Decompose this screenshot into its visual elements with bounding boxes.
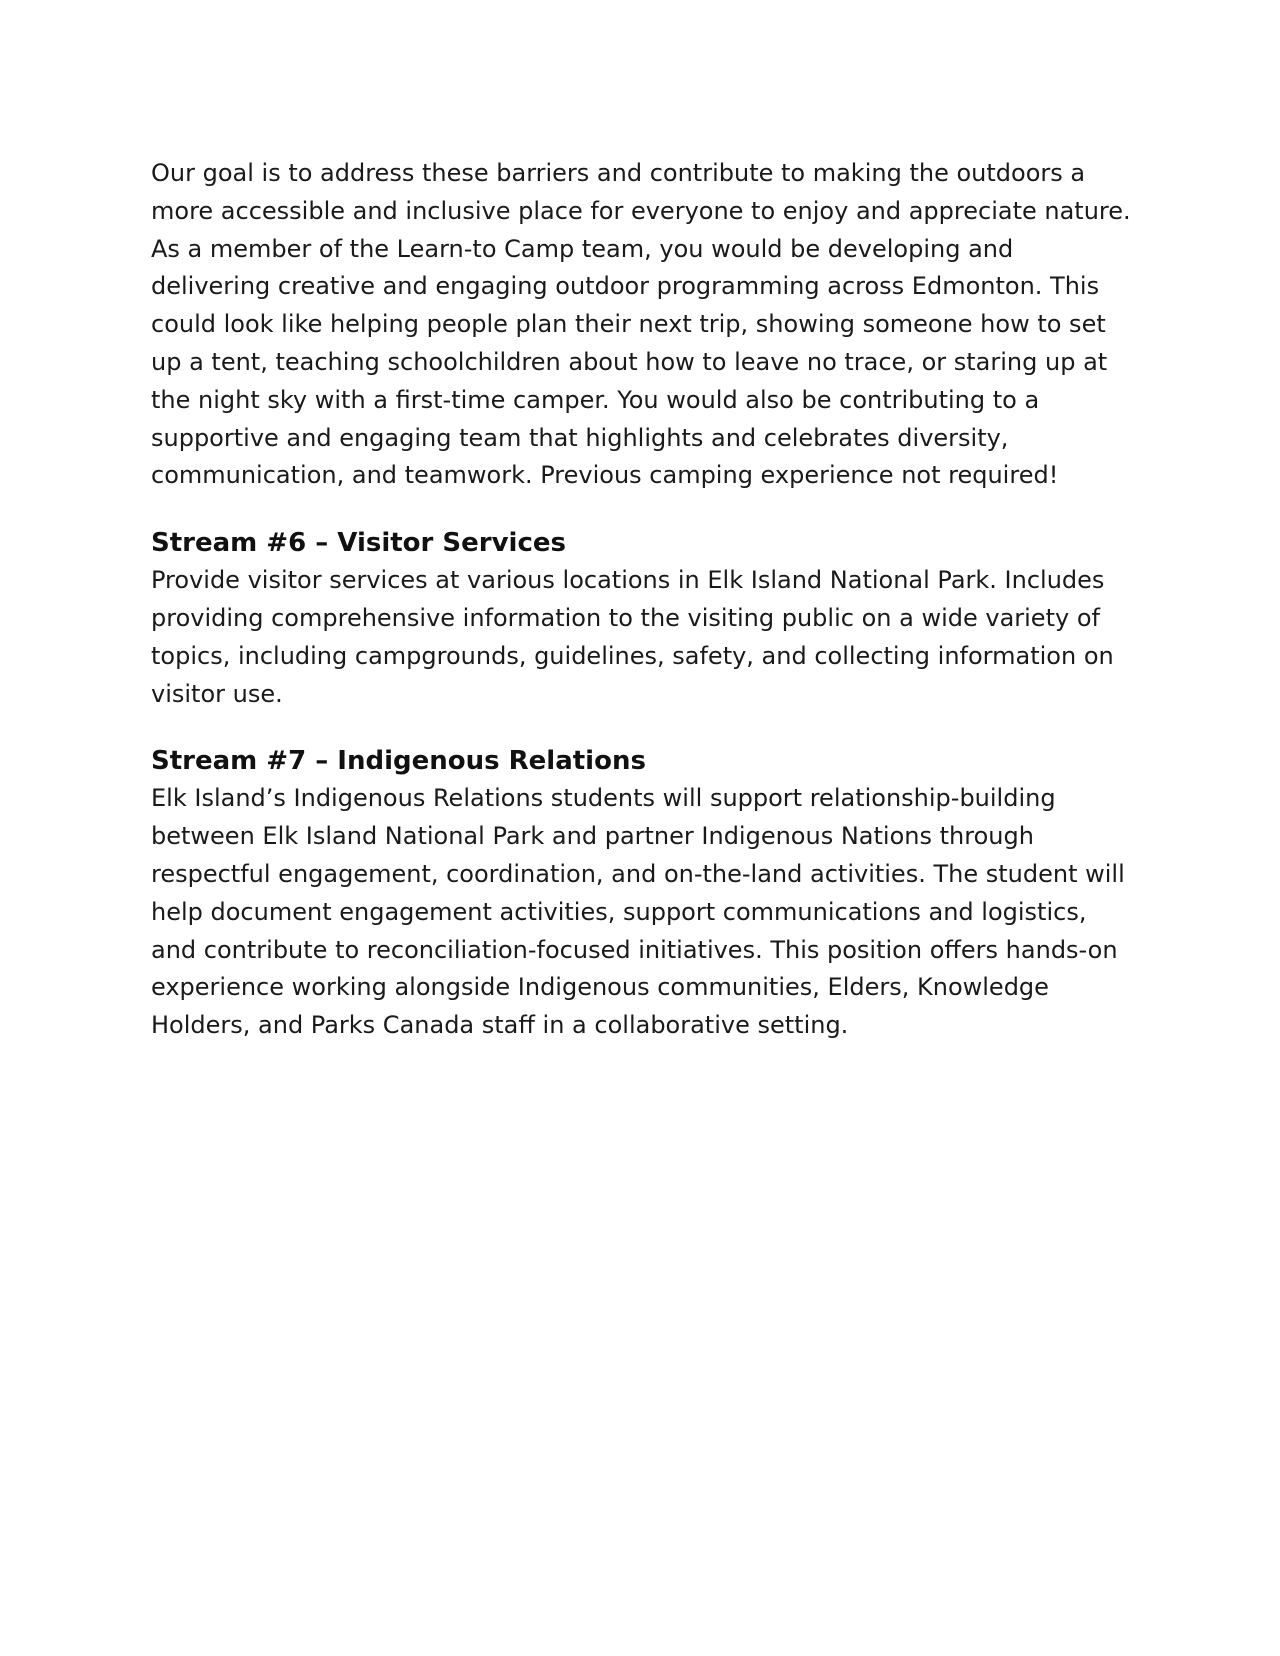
- stream-7-section: [151, 742, 1136, 1045]
- intro-paragraph: Our goal is to address these barriers and contribute to making the outdoors a more accessible and inclusive place for everyone to enjoy and appreciate nature. As a member of the Learn-to Camp team, you would be developing and delivering creative and engaging outdoor programming across Edmonton. This could look like helping people plan their next trip, showing someone how to set up a tent, teaching schoolchildren about how to leave no trace, or staring up at the night sky with a first-time camper. You would also be contributing to a supportive and engaging team that highlights and celebrates diversity, communication, and teamwork. Previous camping experience not required!: [151, 159, 1131, 490]
- stream-6-heading: Stream #6 – Visitor Services: [151, 528, 566, 559]
- stream-6-section: [151, 524, 1136, 713]
- stream-6-body: Provide visitor services at various locations in Elk Island National Park. Includes providing comprehensive information to the visiting public on a wide variety of topics, including campgrounds, guidelines, safety, and collecting information on visitor use.: [151, 566, 1114, 708]
- page-content: [151, 155, 1136, 1045]
- stream-7-body: Elk Island’s Indigenous Relations students will support relationship-building between Elk Island National Park and partner Indigenous Nations through respectful engagement, coordination, and on-the-land activities. The student will help document engagement activities, support communications and logistics, and contribute to reconciliation-focused initiatives. This position offers hands-on experience working alongside Indigenous communities, Elders, Knowledge Holders, and Parks Canada staff in a collaborative setting.: [151, 784, 1125, 1040]
- stream-7-heading: Stream #7 – Indigenous Relations: [151, 746, 646, 777]
